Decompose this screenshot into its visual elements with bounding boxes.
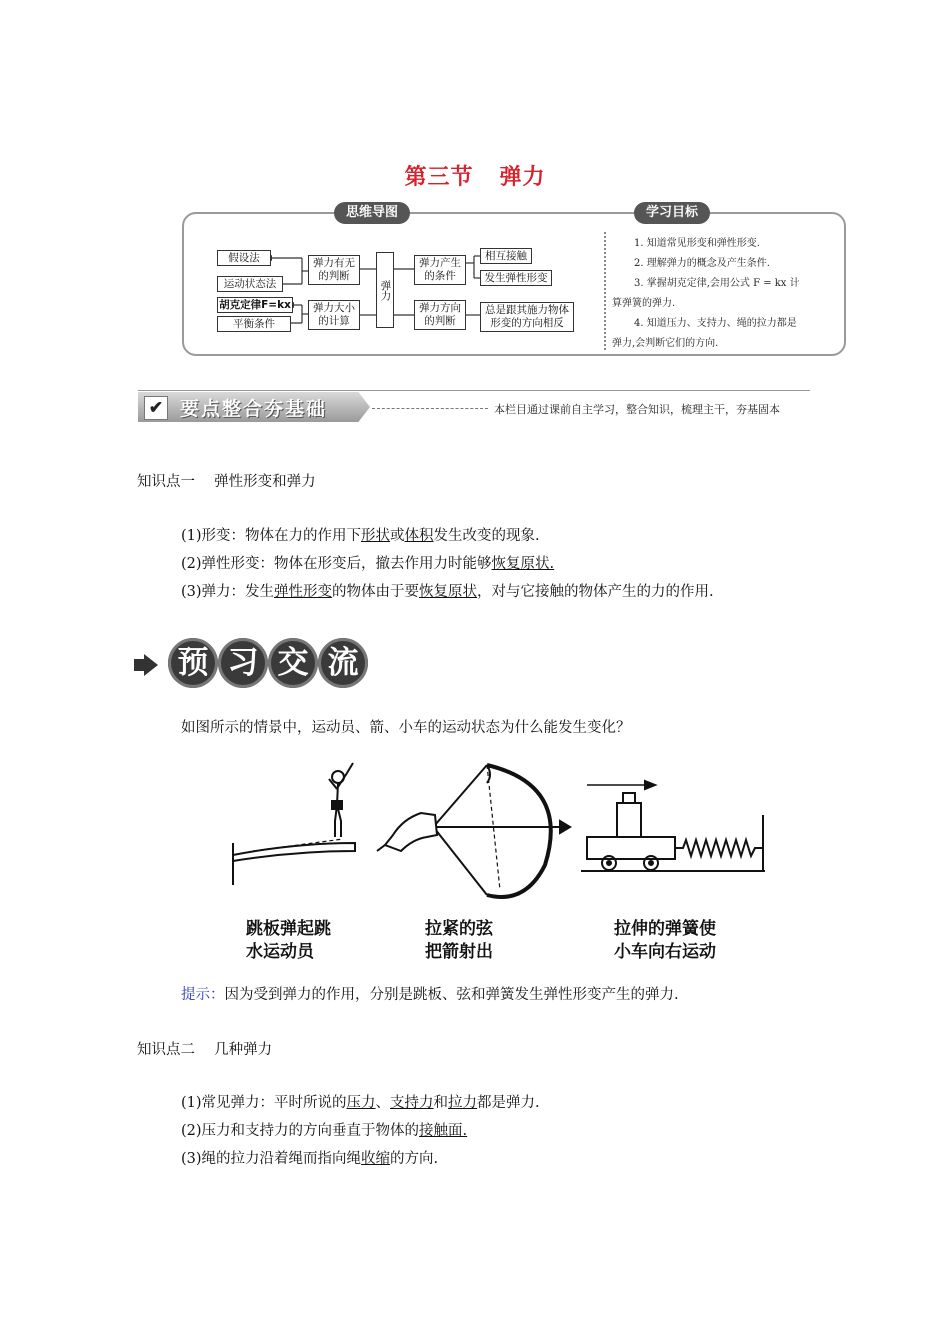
blank-tension: 拉力	[448, 1095, 478, 1111]
goals-header: 学习目标	[634, 202, 710, 224]
mm-box-magnitude: 弹力大小的计算	[308, 300, 360, 330]
mm-box-existence: 弹力有无的判断	[308, 255, 360, 285]
blank-support: 支持力	[390, 1095, 434, 1111]
blank-pressure: 压力	[346, 1095, 376, 1111]
section2-heading: 知识点二 几种弹力	[137, 1042, 273, 1058]
mm-box-opposite-direction: 总是跟其施力物体形变的方向相反	[480, 302, 574, 332]
caption-diver: 跳板弹起跳 水运动员	[246, 919, 331, 962]
diver-illustration	[233, 763, 355, 885]
blank-restore: 恢复原状.	[491, 556, 555, 572]
caption-cart: 拉伸的弹簧使 小车向右运动	[614, 919, 716, 962]
hint-label: 提示：	[181, 987, 225, 1003]
section1-item1: (1)形变：物体在力的作用下形状或体积发生改变的现象.	[181, 528, 540, 544]
mm-box-motion-state: 运动状态法	[217, 276, 283, 292]
preview-question: 如图所示的情景中，运动员、箭、小车的运动状态为什么能发生变化？	[181, 720, 631, 736]
arrow-icon-stem	[134, 659, 144, 671]
section1-item3: (3)弹力：发生弹性形变的物体由于要恢复原状，对与它接触的物体产生的力的作用.	[181, 584, 714, 600]
caption-bow: 拉紧的弦 把箭射出	[425, 919, 493, 962]
goals-divider	[604, 232, 606, 350]
section-name: 弹力	[499, 165, 546, 190]
arrow-icon	[144, 654, 158, 676]
section1-item2: (2)弹性形变：物体在形变后，撤去作用力时能够恢复原状.	[181, 556, 555, 572]
mm-box-elastic-deformation: 发生弹性形变	[480, 270, 552, 286]
illustrations	[225, 755, 770, 915]
mindmap-header: 思维导图	[334, 202, 410, 224]
preview-char-4: 流	[318, 638, 368, 688]
section2-item2: (2)压力和支持力的方向垂直于物体的接触面.	[181, 1123, 468, 1139]
blank-volume: 体积	[404, 528, 434, 544]
learning-goals	[612, 234, 836, 354]
preview-char-1: 预	[168, 638, 218, 688]
goal-3-cont: 算弹簧的弹力.	[612, 298, 676, 309]
banner-rule	[138, 390, 810, 391]
section1-heading: 知识点一 弹性形变和弹力	[137, 474, 316, 490]
hint: 提示：因为受到弹力的作用，分别是跳板、弦和弹簧发生弹性形变产生的弹力.	[181, 987, 679, 1003]
blank-shape: 形状	[361, 528, 391, 544]
section-number: 第三节	[404, 165, 474, 190]
mm-box-assumption: 假设法	[217, 250, 271, 266]
banner-description: 本栏目通过课前自主学习，整合知识，梳理主干，夯基固本	[494, 403, 780, 416]
goal-2: 2. 理解弹力的概念及产生条件.	[634, 258, 770, 269]
banner-label: 要点整合夯基础	[180, 398, 328, 420]
section2-item3: (3)绳的拉力沿着绳而指向绳收缩的方向.	[181, 1151, 439, 1167]
mm-box-equilibrium: 平衡条件	[217, 316, 291, 332]
mm-box-contact: 相互接触	[480, 248, 532, 264]
blank-elastic-deformation: 弹性形变	[274, 584, 333, 600]
mm-box-direction: 弹力方向的判断	[414, 300, 466, 330]
blank-contraction: 收缩	[361, 1151, 391, 1167]
check-icon: ✔	[144, 396, 168, 420]
blank-contact-surface: 接触面.	[419, 1123, 468, 1139]
mm-center-elastic-force: 弹力	[376, 252, 394, 328]
goal-4: 4. 知道压力、支持力、绳的拉力都是	[634, 318, 797, 329]
banner-dashes	[372, 408, 488, 409]
blank-restore-shape: 恢复原状	[419, 584, 478, 600]
goal-1: 1. 知道常见形变和弹性形变.	[634, 238, 760, 249]
section2-item1: (1)常见弹力：平时所说的压力、支持力和拉力都是弹力.	[181, 1095, 540, 1111]
bow-illustration	[377, 765, 570, 897]
cart-spring-illustration	[581, 781, 765, 871]
mm-box-hooke: 胡克定律F=kx	[217, 297, 293, 313]
page-title	[0, 160, 950, 191]
preview-char-2: 习	[218, 638, 268, 688]
preview-char-3: 交	[268, 638, 318, 688]
goal-3: 3. 掌握胡克定律,会用公式 F = kx 计	[634, 278, 800, 289]
mm-box-conditions: 弹力产生的条件	[414, 255, 466, 285]
goal-4-cont: 弹力,会判断它们的方向.	[612, 338, 719, 349]
